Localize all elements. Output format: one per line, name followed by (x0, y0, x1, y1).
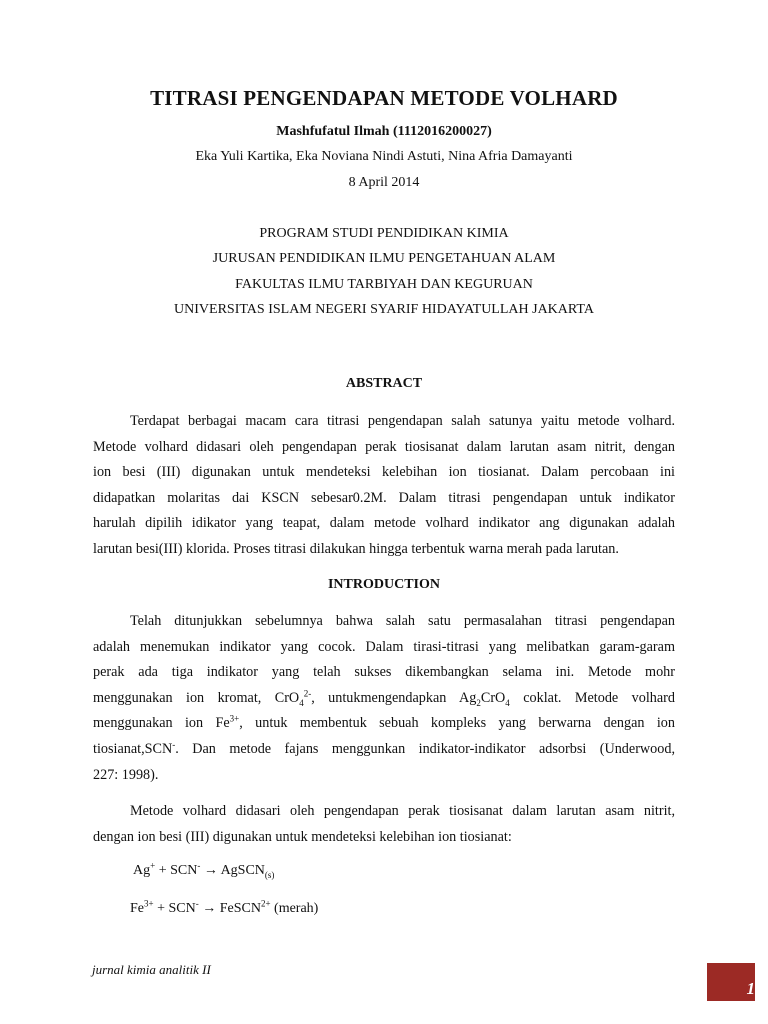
abstract-line: ion besi (III) digunakan untuk mendeteksi kelebihan ion tiosianat. Dalam percobaan ini (93, 464, 675, 481)
page-number: 1 (746, 979, 755, 998)
abstract-paragraph (93, 409, 675, 563)
intro-line-iron: menggunakan ion $Fe^{3+}$, untuk membentuk sebuah kompleks yang berwarna dengan ion (93, 713, 675, 732)
intro-line-chromate: menggunakan ion kromat, CrO$_4^{2-}$, untukmengendapkan $Ag_2CrO_4$ coklat. Metode volhard (93, 688, 675, 708)
equation-iron-thiocyanate: $Fe^{3+} + SCN^-$ → FeSCN$^{2+}$ (merah) (130, 898, 319, 916)
introduction-heading: INTRODUCTION (327, 577, 440, 592)
abstract-line: Metode volhard didasari oleh pengendapan perak tiosisanat dalam larutan asam nitrit, dengan (93, 438, 675, 455)
institution-department: JURUSAN PENDIDIKAN ILMU PENGETAHUAN ALAM (212, 251, 556, 266)
introduction-paragraph-2 (93, 799, 675, 850)
equation-silver-thiocyanate: Ag+ + SCN- → AgSCN$_{(s)}$ (133, 860, 275, 880)
abstract-line: didapatkan molaritas dai KSCN sebesar0.2M. Dalam titrasi pengendapan untuk indikator (93, 489, 675, 506)
institution-program: PROGRAM STUDI PENDIDIKAN KIMIA (259, 226, 509, 241)
intro-line: Telah ditunjukkan sebelumnya bahwa salah satu permasalahan titrasi pengendapan (130, 613, 675, 629)
intro-line: perak ada tiga indikator yang telah sukses dikembangkan selama ini. Metode mohr (93, 664, 675, 681)
abstract-line: larutan besi(III) klorida. Proses titrasi dilakukan hingga terbentuk warna merah pada larutan. (93, 540, 619, 557)
abstract-line: Terdapat berbagai macam cara titrasi pengendapan salah satunya yaitu metode volhard. (130, 413, 675, 429)
introduction-paragraph-1 (93, 609, 675, 788)
intro-line: 227: 1998). (93, 766, 159, 783)
institution-university: UNIVERSITAS ISLAM NEGERI SYARIF HIDAYATULLAH JAKARTA (174, 302, 594, 317)
institution-faculty: FAKULTAS ILMU TARBIYAH DAN KEGURUAN (235, 277, 533, 292)
journal-footer: jurnal kimia analitik II (92, 962, 211, 977)
main-author: Mashfufatul Ilmah (1112016200027) (276, 124, 492, 139)
intro-line-thiocyanate: tiosianat,SCN-. Dan metode fajans menggunkan indikator-indikator adsorbsi (Underwood, (93, 739, 675, 757)
intro-line: adalah menemukan indikator yang cocok. Dalam tirasi-titrasi yang melibatkan garam-garam (93, 638, 675, 655)
page-number-badge (707, 963, 755, 1001)
intro-line: Metode volhard didasari oleh pengendapan perak tiosisanat dalam larutan asam nitrit, (130, 803, 675, 819)
document-date: 8 April 2014 (348, 175, 420, 190)
document-title: TITRASI PENGENDAPAN METODE VOLHARD (150, 86, 618, 110)
co-authors: Eka Yuli Kartika, Eka Noviana Nindi Astuti, Nina Afria Damayanti (195, 149, 573, 164)
intro-line: dengan ion besi (III) digunakan untuk mendeteksi kelebihan ion tiosianat: (93, 828, 512, 845)
abstract-heading: ABSTRACT (345, 376, 423, 391)
abstract-line: harulah dipilih idikator yang teapat, dalam metode volhard indikator ang digunakan adalah (93, 515, 675, 532)
